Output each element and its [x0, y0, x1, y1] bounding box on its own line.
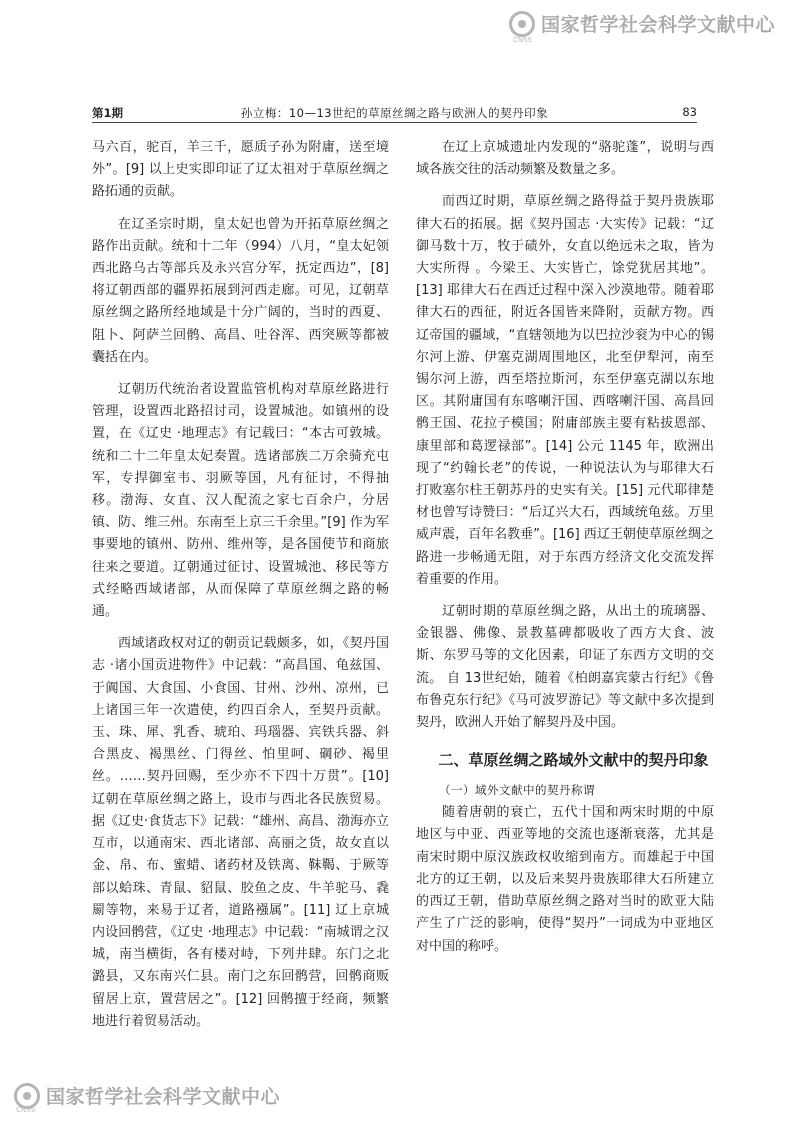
issue-number: 第1期: [92, 106, 124, 120]
watermark-text: 国家哲学社会科学文献中心: [46, 1086, 281, 1108]
right-column: [416, 137, 714, 968]
subsection-heading: （一）域外文献中的契丹称谓: [439, 783, 595, 798]
paragraph: 在辽圣宗时期，皇太妃也曾为开拓草原丝绸之路作出贡献。统和十二年（994）八月，“皇太妃领西北路乌古等部兵及永兴宫分军，抚定西边”，[8] 将辽朝西部的疆界拓展到河西走廊。可见，辽朝草原丝绸之路所经地域是十分广阔的，当时的西夏、阻卜、阿萨兰回鹘、高昌、吐谷浑、西突厥等都被囊括在内。: [92, 216, 389, 365]
watermark-text: 国家哲学社会科学文献中心: [540, 14, 775, 36]
left-column: [92, 137, 389, 1043]
watermark-sub: CNSS: [16, 1106, 36, 1114]
logo-icon: [509, 11, 535, 37]
paragraph: 在辽上京城遗址内发现的“骆驼蓬”，说明与西域各族交往的活动频繁及数量之多。: [416, 140, 714, 178]
logo-icon: [14, 1083, 40, 1109]
running-header: [92, 103, 697, 123]
paragraph: 马六百，驼百，羊三千，愿质子孙为附庸，送至境外”。[9] 以上史实即印证了辽太祖对于草原丝绸之路拓通的贡献。: [92, 140, 389, 200]
watermark-top: [509, 10, 775, 44]
paragraph: 随着唐朝的衰亡，五代十国和两宋时期的中原地区与中亚、西亚等地的交流也逐渐衰落，尤其是南宋时期中原汉族政权收缩到南方。而雄起于中国北方的辽王朝，以及后来契丹贵族耶律大石所建立的西辽王朝，借助草原丝绸之路对当时的欧亚大陆产生了广泛的影响，使得“契丹”一词成为中亚地区对中国的称呼。: [416, 805, 714, 954]
running-title: 孙立梅：10—13世纪的草原丝绸之路与欧洲人的契丹印象: [240, 106, 549, 120]
paragraph: 辽朝历代统治者设置监管机构对草原丝路进行管理，设置西北路招讨司，设置城池。如镇州的设置，在《辽史 ·地理志》有记载曰：“本古可敦城。统和二十二年皇太妃奏置。选诸部族二万余骑充屯军，专捍御室韦、羽厥等国，凡有征讨，不得抽移。渤海、女直、汉人配流之家七百余户，分居镇、防、维三州。东南至上京三千余里。”[9] 作为军事要地的镇州、防州、维州等，是各国使节和商旅往来之要道。辽朝通过征讨、设置城池、移民等方式经略西域诸部，从而保障了草原丝绸之路的畅通。: [92, 382, 389, 620]
paragraph: 西域诸政权对辽的朝贡记载颇多，如，《契丹国志 ·诸小国贡进物件》中记载：“高昌国、龟兹国、于阗国、大食国、小食国、甘州、沙州、凉州，已上诸国三年一次遣使，约四百余人，至契丹贡献。玉、珠、犀、乳香、琥珀、玛瑙器、宾铁兵器、斜合黑皮、褐黑丝、门得丝、怕里呵、碙砂、褐里丝。……契丹回赐，至少亦不下四十万贯”。[10] 辽朝在草原丝绸之路上，设市与西北各民族贸易。据《辽史·食货志下》记载：“雄州、高昌、渤海亦立互市，以通南宋、西北诸部、高丽之货，故女直以金、帛、布、蜜蜡、诸药材及铁离、靺鞨、于厥等部以蛤珠、青鼠、貂鼠、胶鱼之皮、牛羊驼马、毳罽等物，来易于辽者，道路襁属”。[11] 辽上京城内设回鹘营，《辽史 ·地理志》中记载：“南城谓之汉城，南当横街，各有楼对峙，下列井肆。东门之北潞县，又东南兴仁县。南门之东回鹘营，回鹘商贩留居上京，置营居之”。[12] 回鹘擅于经商，频繁地进行着贸易活动。: [92, 636, 389, 1029]
watermark-sub: CNSS: [512, 36, 532, 44]
page-number: 83: [682, 105, 697, 119]
paragraph: 而西辽时期，草原丝绸之路得益于契丹贵族耶律大石的拓展。据《契丹国志 ·大实传》记载：“辽御马数十万，牧于碛外，女直以绝远未之取，皆为大实所得 。今梁王、大实皆亡，馀党犹居其地”。[13] 耶律大石在西迁过程中深入沙漠地带。随着耶律大石的西征，附近各国皆来降附，贡献方物。西辽帝国的疆域，“直辖领地为以巴拉沙衮为中心的锡尔河上游、伊塞克湖周围地区，北至伊犁河，南至锡尔河上游，西至塔拉斯河，东至伊塞克湖以东地区。其附庸国有东喀喇汗国、西喀喇汗国、高昌回鹘王国、花拉子模国；附庸部族主要有粘拔恩部、康里部和葛逻禄部”。[14] 公元 1145 年，欧洲出现了“约翰长老”的传说，一种说法认为与耶律大石打败塞尔柱王朝苏丹的史实有关。[15] 元代耶律楚材也曾写诗赞曰：“后辽兴大石，西域统龟兹。万里威声震，百年名教垂”。[16] 西辽王朝使草原丝绸之路进一步畅通无阻，对于东西方经济文化交流发挥着重要的作用。: [416, 194, 714, 587]
paragraph: 辽朝时期的草原丝绸之路，从出土的琉璃器、金银器、佛像、景教墓碑都吸收了西方大食、波斯、东罗马等的文化因素，印证了东西方文明的交流。 自 13世纪始，随着《柏朗嘉宾蒙古行纪》《鲁布鲁克东行纪》《马可波罗游记》等文献中多次提到契丹，欧洲人开始了解契丹及中国。: [416, 604, 714, 731]
section-heading: 二、草原丝绸之路域外文献中的契丹印象: [438, 751, 709, 770]
watermark-bottom: [14, 1082, 281, 1114]
